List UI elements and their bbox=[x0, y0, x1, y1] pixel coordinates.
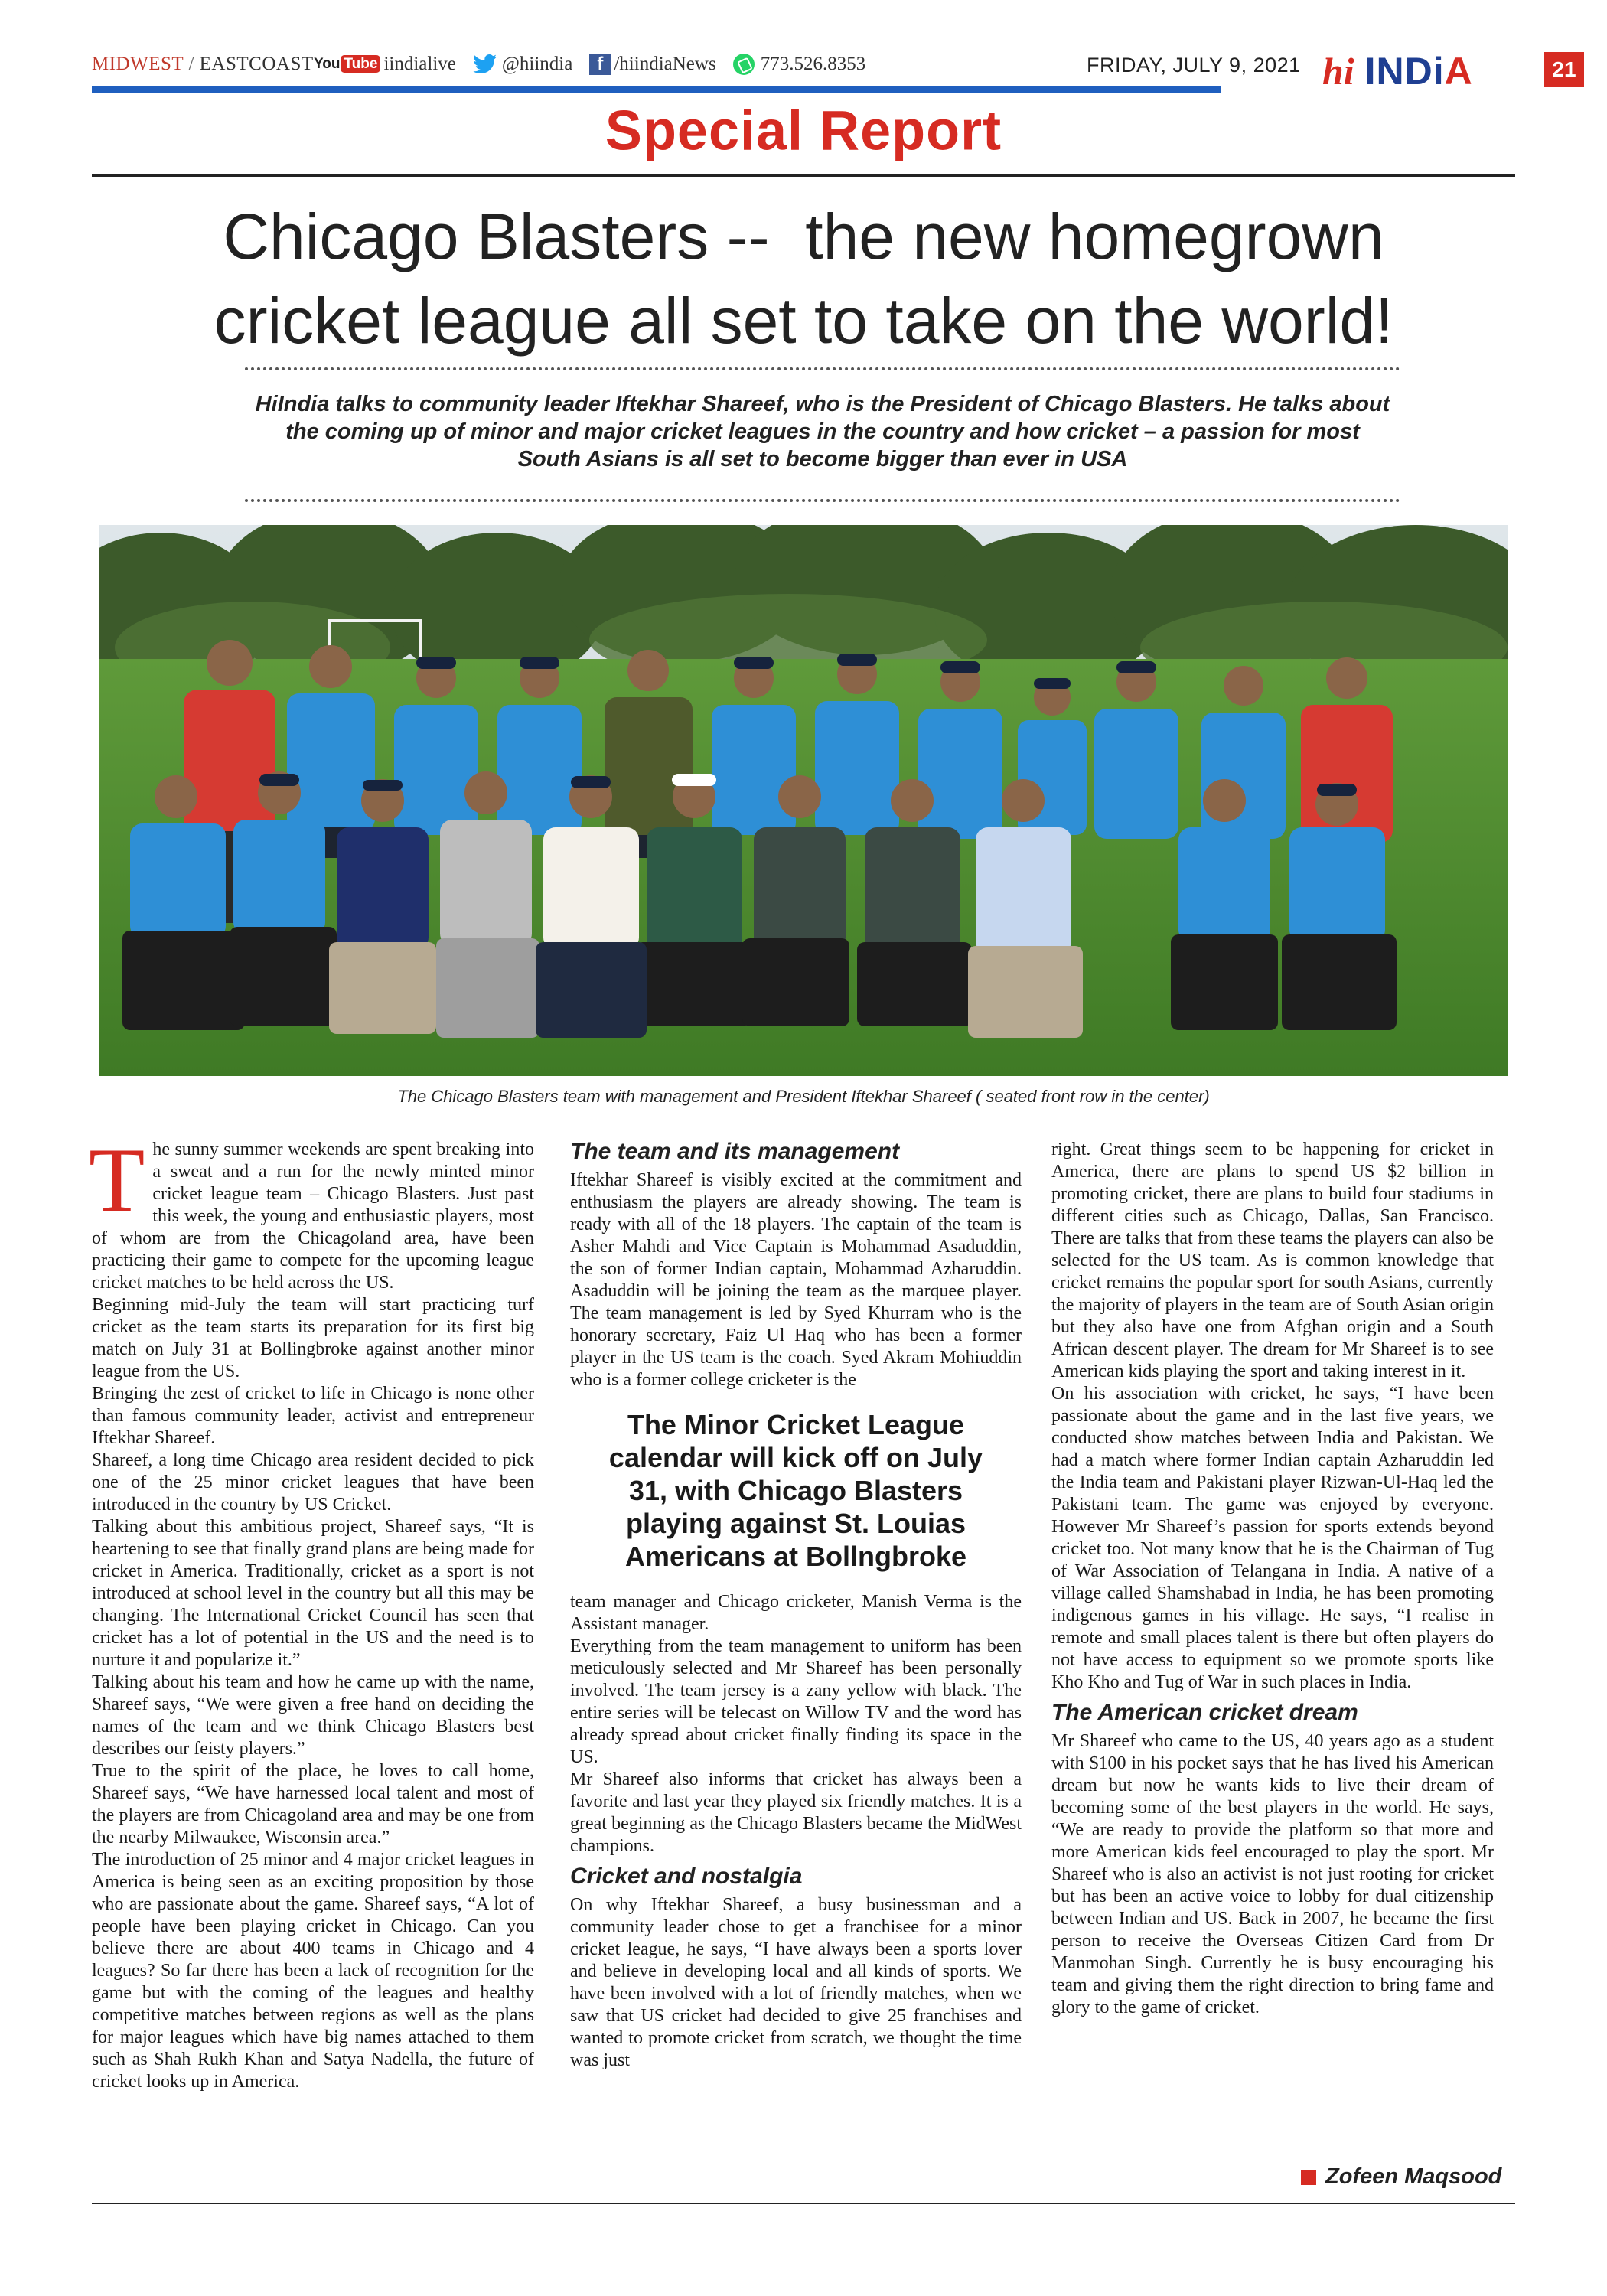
article-column-2 bbox=[570, 1139, 1022, 2072]
paragraph: True to the spirit of the place, he loves to call home, Shareef says, “We have harnessed local talent and most of the players are from Chicagoland area and may be one from the nearby Milwaukee, Wisconsin area.” bbox=[92, 1761, 534, 1848]
author-name: Zofeen Maqsood bbox=[1325, 2164, 1502, 2189]
paragraph: The sunny summer weekends are spent breaking into a sweat and a run for the newly minted minor cricket league team – Chicago Blasters. Just past this week, the young and enthusiastic players, most of whom are from the Chicagoland area, have been practicing their game to compete for the upcoming league cricket matches to be held across the US. bbox=[89, 1129, 534, 1293]
headline bbox=[92, 194, 1515, 363]
subheading: The American cricket dream bbox=[1051, 1700, 1358, 1725]
paragraph: right. Great things seem to be happening for cricket in America, there are plans to spend US $2 billion in promoting cricket, there are plans to build four stadiums in different cities such as Chicago, Dallas, San Francisco. There are talks that from these teams the players can also be selected for the US team. As is common knowledge that cricket remains the popular sport for south Asians, currently the majority of players in the team are of South Asian origin but they also have one from Afghan origin and a South African descent player. The dream for Mr Shareef is to see American kids playing the sport and taking interest in it. bbox=[1051, 1140, 1494, 1381]
article-column-3 bbox=[1051, 1139, 1494, 2019]
paragraph: Beginning mid-July the team will start practicing turf cricket as the team starts its preparation for its first big match on July 31 at Bollingbroke against another minor league from the US. bbox=[92, 1295, 534, 1381]
paragraph: Talking about his team and how he came up with the name, Shareef says, “We were given a free hand on deciding the names of the team and we think Chicago Blasters best describes our feisty players.” bbox=[92, 1672, 534, 1759]
issue-date: FRIDAY, JULY 9, 2021 bbox=[1087, 54, 1301, 77]
paragraph: On why Iftekhar Shareef, a busy businessman and a community leader chose to get a franchisee for a minor cricket league, he says, “I have always been a sports lover and believe in developing local and all kinds of sports. We have been involved with a lot of friendly matches, when we saw that US cricket had decided to give 25 franchises and wanted to promote cricket from scratch, we thought the time was just bbox=[570, 1895, 1022, 2070]
paragraph: Mr Shareef also informs that cricket has always been a favorite and last year they played six friendly matches. It is a great beginning as the Chicago Blasters became the MidWest champions. bbox=[570, 1769, 1022, 1856]
twitter-handle: @hiindia bbox=[501, 54, 573, 74]
section-title: Special Report bbox=[605, 99, 1002, 162]
facebook-icon: f bbox=[589, 54, 611, 75]
standfirst: HiIndia talks to community leader Iftekhar Shareef, who is the President of Chicago Blasters. He talks about the coming up of minor and major cricket leagues in the country and how cricket – a passion for most South Asians is all set to become bigger than ever in USA bbox=[255, 392, 1390, 471]
youtube-link[interactable] bbox=[314, 54, 456, 75]
paragraph: Everything from the team management to uniform has been meticulously selected and Mr Shareef has been personally involved. The team jersey is a zany yellow with black. The entire series will be telecast on Willow TV and the word has already spread about cricket finally finding its space in the US. bbox=[570, 1636, 1022, 1767]
edition-midwest: MIDWEST bbox=[92, 54, 184, 74]
photo-caption: The Chicago Blasters team with management and President Iftekhar Shareef ( seated front row in the center) bbox=[397, 1087, 1210, 1106]
drop-cap: T bbox=[89, 1129, 145, 1231]
paragraph: Bringing the zest of cricket to life in Chicago is none other than famous community leader, activist and entrepreneur Iftekhar Shareef. bbox=[92, 1384, 534, 1448]
phone-number: 773.526.8353 bbox=[760, 54, 866, 74]
header-rule bbox=[92, 86, 1221, 93]
article-column-1 bbox=[89, 1129, 534, 2093]
footer-rule bbox=[92, 2203, 1515, 2204]
pull-quote: The Minor Cricket League calendar will kick off on July 31, with Chicago Blasters playing against St. Louias Americans at Bollngbroke bbox=[608, 1409, 983, 1572]
byline-marker-icon bbox=[1301, 2170, 1316, 2185]
brand-logo[interactable]: hi INDiA bbox=[1322, 50, 1473, 93]
edition-label bbox=[92, 54, 314, 75]
youtube-handle: iindialive bbox=[383, 54, 456, 74]
twitter-link[interactable] bbox=[473, 54, 572, 75]
paragraph: On his association with cricket, he says, “I have been passionate about the game and in the last five years, we conducted show matches between India and Pakistan. We had a match where former Indian captain Azharuddin led the India team and Pakistani player Rizwan-Ul-Haq led the Pakistani team. The game was enjoyed by everyone. However Mr Shareef’s passion for sports extends beyond cricket too. Not many know that he is the Chairman of Tug of War Association of Telangana in India. A native of a village called Shamshabad in India, he has been promoting indigenous games in his village. He says, “I realise in remote and small places talent is there but often players do not have access to equipment so we promote sports like Kho Kho and Tug of War in such places in India. bbox=[1051, 1384, 1494, 1692]
byline bbox=[1301, 2164, 1501, 2190]
social-links bbox=[314, 54, 882, 75]
whatsapp-contact[interactable] bbox=[733, 54, 866, 75]
whatsapp-icon bbox=[733, 54, 755, 75]
youtube-icon: You Tube bbox=[314, 56, 380, 73]
paragraph: team manager and Chicago cricketer, Manish Verma is the Assistant manager. bbox=[570, 1592, 1022, 1634]
dotted-divider bbox=[245, 499, 1400, 502]
headline-line-1: Chicago Blasters -- the new homegrown bbox=[223, 201, 1384, 272]
paragraph: Talking about this ambitious project, Shareef says, “It is heartening to see that finally grand plans are being made for cricket in America. Traditionally, cricket as a sport is not introduced at school level in the country but all this may be changing. The International Cricket Council has seen that cricket has a lot of potential in the US and the need is to nurture it and popularize it.” bbox=[92, 1517, 534, 1670]
subheading: The team and its management bbox=[570, 1139, 900, 1164]
paragraph: Shareef, a long time Chicago area resident decided to pick one of the 25 minor cricket leagues that have been introduced in the country by US Cricket. bbox=[92, 1450, 534, 1515]
paragraph: Mr Shareef who came to the US, 40 years ago as a student with $100 in his pocket says that he has lived his American dream but now he wants kids to live their dream of becoming some of the best players in the world. He says, “We are ready to provide the platform so that more and more American kids feel encouraged to play the sport. Mr Shareef who is also an activist is not just rooting for cricket but has been an active voice to lobby for dual citizenship between Indian and US. Back in 2007, he became the first person to receive the Overseas Citizen Card from Dr Manmohan Singh. Currently he is busy encouraging his team and giving them the right direction to bring fame and glory to the game of cricket. bbox=[1051, 1731, 1494, 2017]
team-photo bbox=[99, 525, 1508, 1076]
masthead-bar bbox=[92, 49, 1576, 93]
page-number: 21 bbox=[1544, 52, 1584, 87]
facebook-link[interactable] bbox=[589, 54, 715, 75]
edition-eastcoast: EASTCOAST bbox=[199, 54, 314, 74]
headline-line-2: cricket league all set to take on the world! bbox=[214, 285, 1393, 357]
facebook-handle: /hiindiaNews bbox=[614, 54, 716, 74]
edition-separator: / bbox=[188, 54, 194, 74]
paragraph: Iftekhar Shareef is visibly excited at the commitment and enthusiasm the players are already showing. The team is ready with all of the 18 players. The captain of the team is Asher Mahdi and Vice Captain is Mohammad Asaduddin, the son of former Indian captain, Mohammad Azharuddin. Asaduddin will be joining the team as the marquee player. The team management is led by Syed Khurram who is the honorary secretary, Faiz Ul Haq who has been a former player in the US team is the coach. Syed Akram Mohiuddin who is a former college cricketer is the bbox=[570, 1170, 1022, 1390]
subheading: Cricket and nostalgia bbox=[570, 1864, 803, 1889]
section-rule bbox=[92, 174, 1515, 177]
paragraph: The introduction of 25 minor and 4 major cricket leagues in America is being seen as an exciting proposition by those who are passionate about the game. Shareef says, “A lot of people have been playing cricket in Chicago. Can you believe there are about 400 teams in Chicago and 4 leagues? So far there has been a lack of recognition for the game but with the coming of the leagues and healthy competitive matches between regions as well as the plans for major leagues which have big names attached to them such as Shah Rukh Khan and Satya Nadella, the future of cricket looks up in America. bbox=[92, 1850, 534, 2092]
twitter-icon bbox=[473, 54, 497, 75]
dotted-divider bbox=[245, 367, 1400, 370]
